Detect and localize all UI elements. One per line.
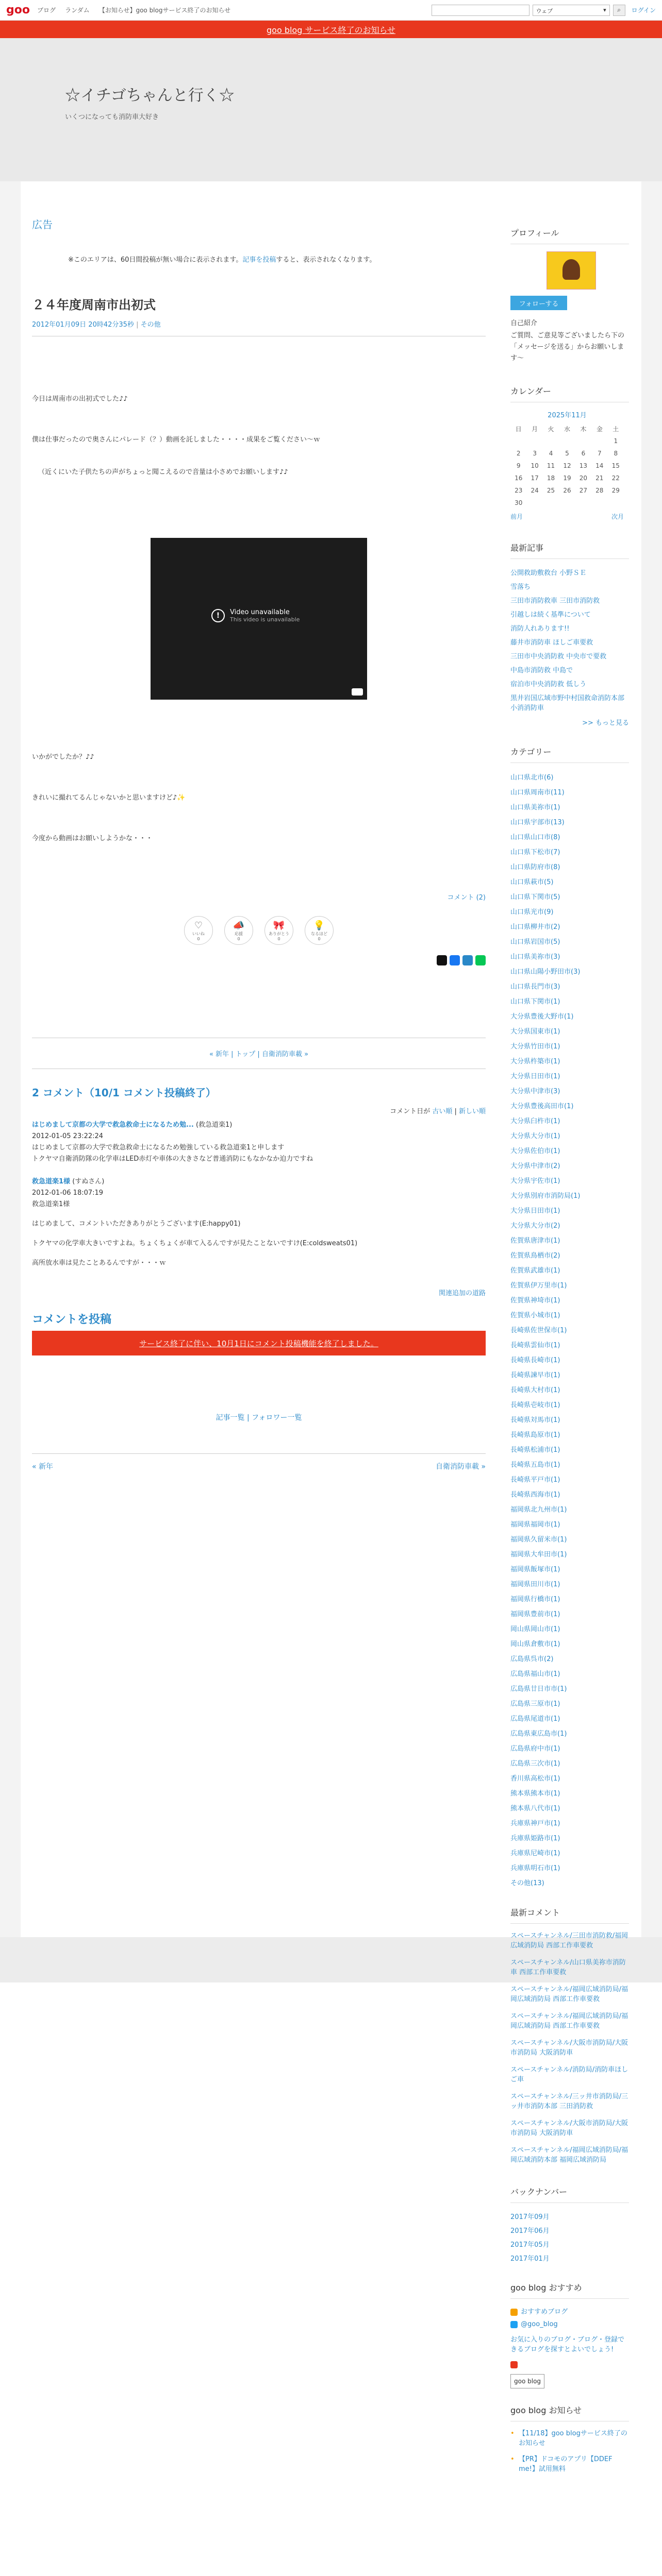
x-share-icon[interactable] (437, 955, 447, 965)
category-item[interactable]: 佐賀県唐津市(1) (510, 1237, 560, 1245)
category-item[interactable]: 熊本県熊本市(1) (510, 1790, 560, 1798)
backnumber-list (510, 2210, 629, 2266)
comment-title[interactable]: はじめまして京都の大学で救急救命士になるため勉... (32, 1121, 194, 1129)
category-item[interactable]: 福岡県大牟田市(1) (510, 1551, 567, 1558)
category-item[interactable]: 大分県竹田市(1) (510, 1043, 560, 1050)
recent-comment-item[interactable]: スペースチャンネル/福岡広域消防局/福岡広域消防局 西部工作車要救 (510, 1986, 628, 2003)
avatar[interactable] (547, 251, 596, 290)
category-item[interactable]: 広島県呉市(2) (510, 1655, 554, 1663)
category-item[interactable]: 大分県中津市(3) (510, 1088, 560, 1095)
recent-comment-item[interactable]: スペースチャンネル/山口県美祢市消防車 西部工作車要救 (510, 1959, 626, 1976)
megaphone-icon: 📣 (233, 920, 245, 931)
search-input[interactable] (432, 5, 529, 16)
goo-news-heading: goo blog お知らせ (510, 2404, 629, 2421)
ad-heading: 広告 (32, 218, 53, 231)
recent-item[interactable]: 黒井岩国広域市野中村国救命消防本部小消消防車 (510, 694, 625, 712)
article-list-nav[interactable]: 記事一覧 | フォロワー一覧 (216, 1414, 302, 1422)
line-share-icon[interactable] (475, 955, 486, 965)
category-item[interactable]: 大分県国東市(1) (510, 1028, 560, 1036)
recent-comment-item[interactable]: スペースチャンネル/大阪市消防局/大阪市消防局 大阪消防車 (510, 2039, 628, 2057)
category-heading: カテゴリー (510, 745, 629, 763)
video-subtitle: This video is unavailable (230, 616, 300, 623)
search-button[interactable] (613, 5, 625, 16)
calendar-heading: カレンダー (510, 385, 629, 402)
category-item[interactable]: 兵庫県尼崎市(1) (510, 1850, 560, 1857)
category-item[interactable]: 福岡県田川市(1) (510, 1581, 560, 1588)
backnumber-heading: バックナンバー (510, 2185, 629, 2203)
category-item[interactable]: 岡山県岡山市(1) (510, 1625, 560, 1633)
ribbon-icon: 🎀 (273, 920, 285, 931)
category-item[interactable]: 長崎県松浦市(1) (510, 1446, 560, 1454)
category-item[interactable]: 長崎県島原市(1) (510, 1431, 560, 1439)
category-item[interactable]: 大分県大分市(1) (510, 1132, 560, 1140)
category-item[interactable]: 福岡県行橋市(1) (510, 1596, 560, 1603)
recent-more-link[interactable]: >> もっと見る (582, 719, 629, 727)
category-item[interactable]: 大分県大分市(2) (510, 1222, 560, 1230)
reaction-idea-button[interactable]: 💡 なるほど 0 (305, 916, 334, 945)
category-item[interactable]: 広島県三原市(1) (510, 1700, 560, 1708)
category-item[interactable]: 山口県宇部市(13) (510, 819, 565, 826)
order-new-link[interactable]: 新しい順 (458, 1108, 486, 1115)
recent-comment-item[interactable]: スペースチャンネル/福岡広域消防局/福岡広域消防局 西部工作車要救 (510, 2012, 628, 2030)
category-item[interactable]: 長崎県佐世保市(1) (510, 1327, 567, 1334)
rss-icon (510, 2361, 518, 2368)
goo-logo[interactable]: goo (6, 4, 30, 16)
category-item[interactable]: その他(13) (510, 1879, 544, 1887)
post-paragraph: いかがでしたか？♪♪ (32, 753, 94, 761)
category-item[interactable]: 福岡県豊前市(1) (510, 1611, 560, 1618)
recent-comment-item[interactable]: スペースチャンネル/大阪市消防局/大阪市消防局 大阪消防車 (510, 2120, 628, 2137)
youtube-icon[interactable] (352, 688, 363, 696)
category-item[interactable]: 福岡県北九州市(1) (510, 1506, 567, 1514)
profile-text: ご質問、ご意見等ございましたら下の「メッセージを送る」からお願いします〜 (510, 332, 625, 362)
goo-recommend (510, 2306, 629, 2388)
prev-next-nav (32, 1453, 486, 1471)
category-item[interactable]: 大分県日田市(1) (510, 1207, 560, 1215)
category-item[interactable]: 長崎県壱岐市(1) (510, 1401, 560, 1409)
blog-header (0, 38, 662, 181)
category-item[interactable]: 山口県山口市(8) (510, 834, 560, 841)
category-item[interactable]: 山口県周南市(11) (510, 789, 565, 796)
comment-post-heading: コメントを投稿 (32, 1313, 112, 1326)
recent-item[interactable]: 三田市中央消防救 中央市で要救 (510, 653, 607, 660)
alert-icon: ! (211, 609, 225, 622)
recent-comments-heading: 最新コメント (510, 1906, 629, 1924)
search-type-select[interactable]: ウェブ ▾ (533, 5, 610, 16)
category-item[interactable]: 佐賀県伊万里市(1) (510, 1282, 567, 1290)
video-embed[interactable] (151, 538, 367, 700)
goo-news-list (510, 2429, 629, 2474)
comment-item: 救急道楽1様 (すぬさん) 2012-01-06 18:07:19 救急道楽1様 はじめまして、コメントいただきありがとうございます(E:happy01) トクヤマの化学車大きいですよね。ちょくちょくが車て入るんですが見たことないですけ(E:coldsweats01) 高所放水車は見たことあるんですが・・・ｗ (32, 1176, 486, 1269)
category-item[interactable]: 大分県中津市(2) (510, 1162, 560, 1170)
main-column (32, 216, 486, 1471)
hatena-share-icon[interactable] (462, 955, 473, 965)
category-item[interactable]: 兵庫県神戸市(1) (510, 1820, 560, 1827)
category-item[interactable]: 広島県廿日市市(1) (510, 1685, 567, 1693)
search-area (432, 5, 656, 16)
prev-post-link[interactable]: « 新年 (32, 1463, 54, 1471)
category-item[interactable]: 福岡県飯塚市(1) (510, 1566, 560, 1573)
post-date[interactable]: 2012年01月09日 20時42分35秒 (32, 321, 134, 329)
comment-post-section (32, 1311, 486, 1355)
recent-comment-item[interactable]: スペースチャンネル/消防局/消防車ほしご車 (510, 2066, 628, 2083)
profile-name: 自己紹介 (510, 319, 538, 327)
category-item[interactable]: 兵庫県姫路市(1) (510, 1835, 560, 1842)
category-item[interactable]: 広島県三次市(1) (510, 1760, 560, 1768)
comment-item: はじめまして京都の大学で救急救命士になるため勉... (救急道楽1) 2012-01-05 23:22:24 はじめまして京都の大学で救急救命士になるため勉強している救急道楽1と申します トクヤマ自衛消防隊の化学車はLED赤灯や車体の大きさなど普通消防にもなかなか迫力ですね (32, 1120, 486, 1165)
category-item[interactable]: 大分県豊後高田市(1) (510, 1103, 574, 1110)
recommend-blog-link[interactable]: おすすめブログ (521, 2308, 568, 2316)
category-item[interactable]: 大分県別府市消防局(1) (510, 1192, 581, 1200)
category-item[interactable]: 佐賀県武雄市(1) (510, 1267, 560, 1275)
post-pager[interactable]: « 新年 | トップ | 自衛消防車載 » (32, 1038, 486, 1069)
goo-recommend-heading: goo blog おすすめ (510, 2281, 629, 2299)
recent-comment-item[interactable]: スペースチャンネル/三ッ井市消防局/三ッ井市消防本部 三田消防救 (510, 2093, 628, 2110)
news-item[interactable]: • 【11/18】goo blogサービス終了のお知らせ (510, 2429, 629, 2448)
category-item[interactable]: 広島県府中市(1) (510, 1745, 560, 1753)
next-post-link[interactable]: 自衛消防車載 » (435, 1463, 486, 1471)
category-item[interactable]: 大分県杵築市(1) (510, 1058, 560, 1065)
category-item[interactable]: 山口県北市(6) (510, 774, 554, 782)
category-item[interactable]: 長崎県諫早市(1) (510, 1371, 560, 1379)
comments-heading: 2 コメント（10/1 コメント投稿終了） (32, 1087, 216, 1099)
chevron-down-icon: ▾ (603, 6, 606, 13)
category-item[interactable]: 山口県岩国市(5) (510, 938, 560, 946)
category-item[interactable]: 岡山県倉敷市(1) (510, 1640, 560, 1648)
top-nav (37, 6, 238, 14)
share-buttons (32, 955, 486, 965)
post-meta: 2012年01月09日 20時42分35秒 | その他 (32, 321, 161, 329)
ad-note: ※このエリアは、60日間投稿が無い場合に表示されます。記事を投稿すると、表示されなくなります。 (68, 256, 376, 264)
nav-blog[interactable]: ブログ (37, 7, 56, 14)
category-item[interactable]: 長崎県雲仙市(1) (510, 1342, 560, 1349)
calendar: 2025年11月 日 月 火 水 木 金 土 1 2 3 4 5 6 7 8 9 10 11 12 13 14 15 16 17 18 19 20 21 22 23 24 25 26 27 28 29 30 前月 次月 (510, 410, 624, 521)
facebook-share-icon[interactable] (450, 955, 460, 965)
category-item[interactable]: 佐賀県神埼市(1) (510, 1297, 560, 1304)
category-item[interactable]: 山口県山陽小野田市(3) (510, 968, 581, 976)
goo-blog-badge[interactable]: goo blog (510, 2374, 544, 2388)
recommend-note[interactable]: お気に入りのブログ・ブログ・登録できるブログを探すとよいでしょう! (510, 2336, 625, 2353)
category-item[interactable]: 福岡県福岡市(1) (510, 1521, 560, 1529)
news-item[interactable]: • 【PR】ドコモのアプリ【DDEF me!】試用無料 (510, 2454, 629, 2474)
post-paragraph: 今日は周南市の出初式でした♪♪ (32, 395, 128, 403)
video-title: Video unavailable (230, 608, 290, 616)
reaction-cheer-button[interactable]: 📣 応援 0 (224, 916, 253, 945)
backnumber-item[interactable]: 2017年01月 (510, 2255, 550, 2263)
recent-comments-list (510, 1931, 629, 2165)
category-item[interactable]: 広島県福山市(1) (510, 1670, 560, 1678)
category-item[interactable]: 佐賀県鳥栖市(2) (510, 1252, 560, 1260)
calendar-prev-link[interactable]: 前月 (510, 513, 523, 520)
recent-list (510, 566, 629, 713)
post-title[interactable]: ２４年度周南市出初式 (32, 298, 156, 312)
category-item[interactable]: 広島県尾道市(1) (510, 1715, 560, 1723)
profile-heading: プロフィール (510, 227, 629, 244)
post-category[interactable]: その他 (140, 321, 161, 329)
x-icon (510, 2321, 518, 2328)
post-paragraph: 今度から動画はお願いしようかな・・・ (32, 835, 153, 842)
blog-subtitle: いくつになっても消防車大好き (65, 113, 159, 121)
category-item[interactable]: 山口県美祢市(3) (510, 953, 560, 961)
category-item[interactable]: 大分県宇佐市(1) (510, 1177, 560, 1185)
post-paragraph: （近くにいた子供たちの声がちょっと聞こえるので音量は小さめでお願いします♪♪ (38, 468, 288, 476)
bulb-icon (510, 2309, 518, 2316)
heart-icon: ♡ (194, 920, 203, 931)
recent-comment-item[interactable]: スペースチャンネル/三田市消防救/福岡広域消防局 西部工作車要救 (510, 1932, 628, 1950)
nav-notice[interactable]: 【お知らせ】goo blogサービス終了のお知らせ (98, 7, 231, 14)
follow-button[interactable]: フォローする (510, 296, 567, 310)
comments-count-link[interactable]: コメント (2) (447, 894, 486, 902)
reaction-like-button[interactable]: ♡ いいね 0 (184, 916, 213, 945)
category-item[interactable]: 長崎県五島市(1) (510, 1461, 560, 1469)
category-item[interactable]: 山口県長門市(3) (510, 983, 560, 991)
category-item[interactable]: 山口県萩市(5) (510, 878, 554, 886)
category-item[interactable]: 大分県佐伯市(1) (510, 1147, 560, 1155)
category-item[interactable]: 熊本県八代市(1) (510, 1805, 560, 1812)
recent-item[interactable]: 引越しは続く基準について (510, 611, 591, 619)
category-item[interactable]: 兵庫県明石市(1) (510, 1865, 560, 1872)
category-item[interactable]: 長崎県平戸市(1) (510, 1476, 560, 1484)
comments-header (32, 1084, 486, 1099)
recent-item[interactable]: 消防人れあります!! (510, 625, 570, 633)
category-item[interactable]: 大分県豊後大野市(1) (510, 1013, 574, 1021)
comment-title[interactable]: 救急道楽1様 (32, 1178, 71, 1185)
category-item[interactable]: 山口県柳井市(2) (510, 923, 560, 931)
comment-date: 2012-01-05 23:22:24 (32, 1132, 104, 1140)
nav-random[interactable]: ランダム (65, 7, 90, 14)
backnumber-item[interactable]: 2017年05月 (510, 2241, 550, 2249)
related-link[interactable]: 関連追加の道路 (438, 1290, 486, 1297)
category-item[interactable]: 山口県光市(9) (510, 908, 554, 916)
category-item[interactable]: 山口県美祢市(1) (510, 804, 560, 811)
recent-item[interactable]: 三田市消防救車 三田市消防救 (510, 597, 600, 605)
category-item[interactable]: 香川県高松市(1) (510, 1775, 560, 1783)
search-icon: ⌕ (617, 6, 621, 13)
recent-item[interactable]: 宿泊市中央消防救 低しう (510, 681, 587, 688)
category-item[interactable]: 山口県下関市(5) (510, 893, 560, 901)
category-item[interactable]: 大分県臼杵市(1) (510, 1117, 560, 1125)
sidebar (510, 227, 629, 2480)
category-item[interactable]: 佐賀県小城市(1) (510, 1312, 560, 1319)
lightbulb-icon: 💡 (313, 920, 325, 931)
goo-blog-x-link[interactable]: @goo_blog (521, 2320, 558, 2328)
calendar-next-link[interactable]: 次月 (611, 513, 624, 520)
comment-date: 2012-01-06 18:07:19 (32, 1189, 104, 1197)
category-item[interactable]: 福岡県久留米市(1) (510, 1536, 567, 1544)
top-bar (0, 0, 662, 21)
backnumber-item[interactable]: 2017年06月 (510, 2227, 550, 2235)
category-item[interactable]: 山口県下松市(7) (510, 849, 560, 856)
category-item[interactable]: 大分県日田市(1) (510, 1073, 560, 1080)
category-item[interactable]: 山口県下関市(1) (510, 998, 560, 1006)
reaction-thanks-button[interactable]: 🎀 ありがとう 0 (264, 916, 293, 945)
comment-order: コメント日が 古い順 | 新しい順 (390, 1108, 486, 1115)
login-link[interactable]: ログイン (631, 7, 656, 14)
backnumber-item[interactable]: 2017年09月 (510, 2213, 550, 2221)
service-end-notice[interactable]: goo blog サービス終了のお知らせ (0, 21, 662, 38)
recent-heading: 最新記事 (510, 541, 629, 559)
post-article-link[interactable]: 記事を投稿 (242, 256, 276, 264)
category-item[interactable]: 長崎県西海市(1) (510, 1491, 560, 1499)
post-paragraph: きれいに撮れてるんじゃないかと思いますけど♪✨ (32, 794, 186, 802)
category-list (510, 770, 629, 1891)
recent-item[interactable]: 雪落ち (510, 583, 531, 591)
category-item[interactable]: 長崎県対馬市(1) (510, 1416, 560, 1424)
category-item[interactable]: 長崎県長崎市(1) (510, 1357, 560, 1364)
comment-closed-notice[interactable]: サービス終了に伴い、10月1日にコメント投稿機能を終了しました。 (32, 1331, 486, 1355)
reaction-buttons (32, 916, 486, 945)
category-item[interactable]: 広島県東広島市(1) (510, 1730, 567, 1738)
recent-item[interactable]: 藤井市消防車 ほしご車要救 (510, 639, 593, 647)
recent-item[interactable]: 中島市消防救 中島で (510, 667, 573, 674)
order-old-link[interactable]: 古い順 (432, 1108, 453, 1115)
category-item[interactable]: 長崎県大村市(1) (510, 1386, 560, 1394)
recent-comment-item[interactable]: スペースチャンネル/福岡広域消防局/福岡広域消防本部 福岡広域消防局 (510, 2146, 628, 2164)
category-item[interactable]: 山口県防府市(8) (510, 863, 560, 871)
post-paragraph: 僕は仕事だったので奥さんにパレード（？）動画を託しました・・・・成果をご覧ください〜ｗ (32, 436, 321, 444)
blog-title[interactable]: ☆イチゴちゃんと行く☆ (65, 87, 235, 105)
recent-item[interactable]: 公開救助敷救台 小野ＳＥ (510, 569, 587, 577)
calendar-month: 2025年11月 (548, 412, 587, 419)
